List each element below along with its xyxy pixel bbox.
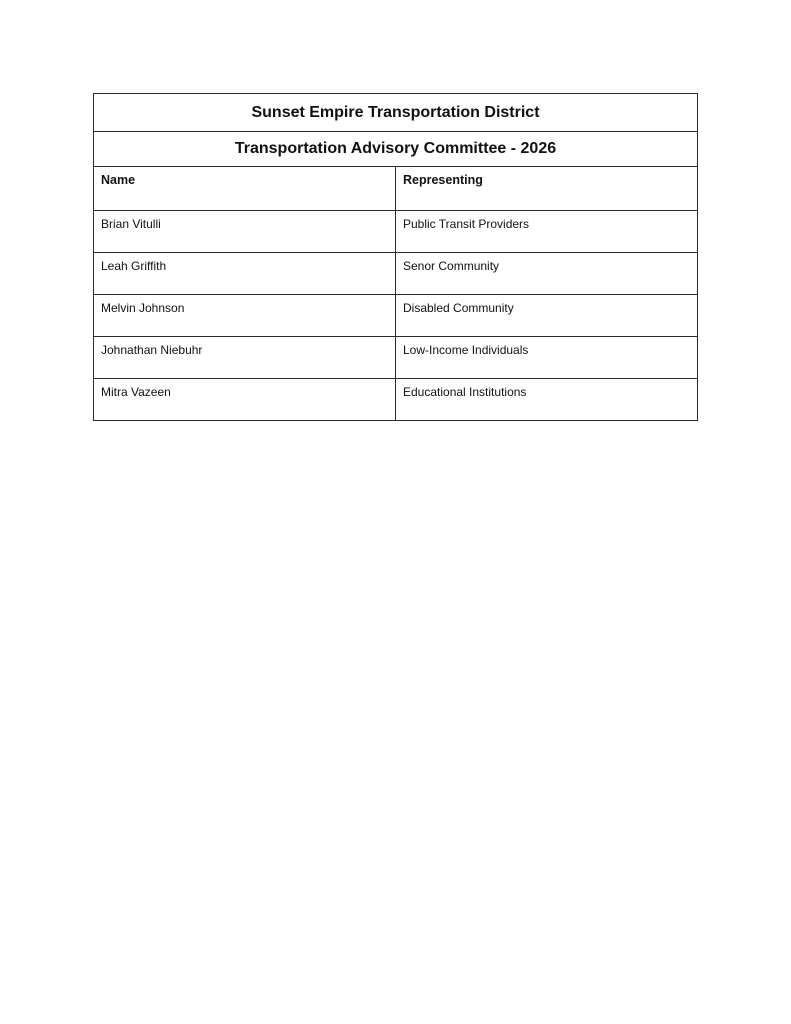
table-subtitle-row [94, 132, 698, 167]
representing-cell: Public Transit Providers [396, 211, 698, 253]
table-row [94, 379, 698, 421]
table-row [94, 337, 698, 379]
committee-table [93, 93, 698, 421]
document-subtitle: Transportation Advisory Committee - 2026 [94, 132, 698, 167]
table-header-row [94, 167, 698, 211]
representing-cell: Senor Community [396, 253, 698, 295]
column-header-name: Name [94, 167, 396, 211]
member-name-cell: Mitra Vazeen [94, 379, 396, 421]
member-name-cell: Johnathan Niebuhr [94, 337, 396, 379]
member-name-cell: Leah Griffith [94, 253, 396, 295]
table-title-row [94, 94, 698, 132]
table-row [94, 211, 698, 253]
table-row [94, 253, 698, 295]
document-title: Sunset Empire Transportation District [94, 94, 698, 132]
column-header-representing: Representing [396, 167, 698, 211]
member-name-cell: Melvin Johnson [94, 295, 396, 337]
representing-cell: Disabled Community [396, 295, 698, 337]
member-name-cell: Brian Vitulli [94, 211, 396, 253]
representing-cell: Educational Institutions [396, 379, 698, 421]
table-row [94, 295, 698, 337]
representing-cell: Low-Income Individuals [396, 337, 698, 379]
